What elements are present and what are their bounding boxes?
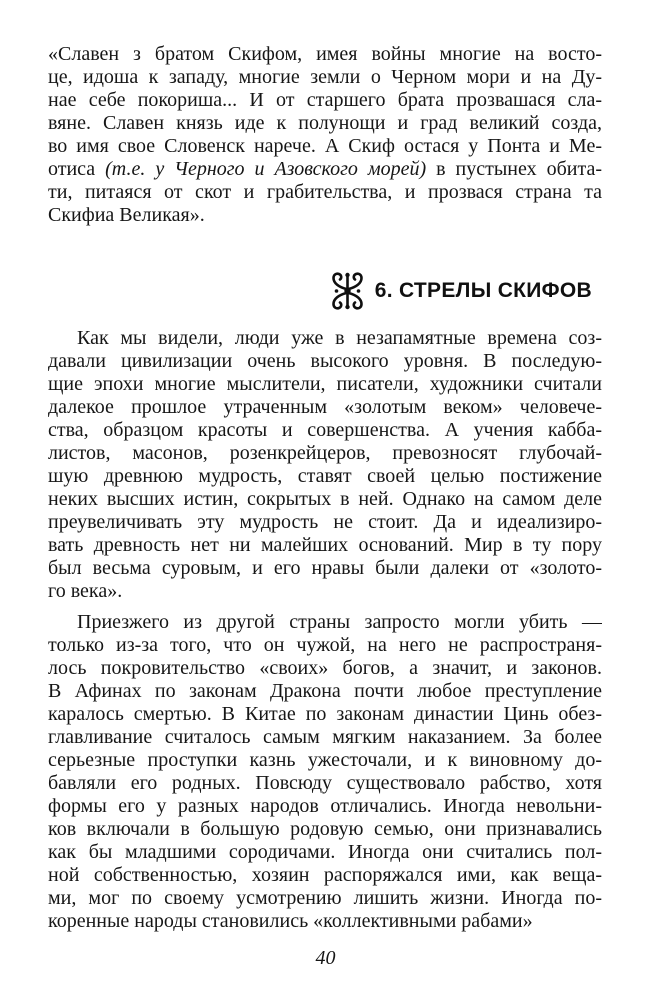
text-line: далекое прошлое утраченным «золотым веком» человече- [48,396,602,418]
text-line: вяне. Славен князь иде к полунощи и град великий созда, [48,112,602,134]
text-line: ства, образцом красоты и совершенства. А учения кабба- [48,419,602,441]
text-line: бавляли его родных. Повсюду существовало рабство, хотя [48,772,602,794]
text-line: це, идоша к западу, многие земли о Черном мори и на Ду- [48,66,602,88]
text-line: Как мы видели, люди уже в незапамятные времена соз- [77,327,602,349]
text-line: отиса (т.е. у Черного и Азовского морей) в пустынех обита- [48,158,602,180]
text-line: вать древность нет ни малейших оснований. Мир в ту пору [48,534,602,556]
text-line: ной собственностью, хозяин распоряжался ими, как веща- [48,864,602,886]
chapter-heading [48,271,602,311]
text-line: преувеличивать эту мудрость не стоит. Да и идеализиро- [48,511,602,533]
text-line: был весьма суровым, и его нравы были далеки от «золото- [48,557,602,579]
text-line: В Афинах по законам Дракона почти любое преступление [48,680,602,702]
text-line: лось покровительство «своих» богов, а значит, и законов. [48,657,602,679]
text-line: главливание считалось самым мягким наказанием. За более [48,726,602,748]
text-line: только из-за того, что он чужой, на него не распространя- [48,634,602,656]
text-line: коренные народы становились «коллективными рабами» [48,910,533,932]
text-line: формы его у разных народов отличались. Иногда невольни- [48,795,602,817]
chapter-heading-title: 6. СТРЕЛЫ СКИФОВ [374,279,592,302]
text-line: во имя свое Словенск нарече. А Скиф остася у Понта и Ме- [48,135,602,157]
text-block [48,43,602,933]
text-line: Скифиа Великая». [48,204,205,226]
body-paragraph [48,611,602,933]
fleuron-ornament-icon [329,271,366,311]
text-line: Приезжего из другой страны запросто могли убить — [77,611,602,633]
text-line: давали цивилизации очень высокого уровня. В последую- [48,350,602,372]
text-line: серьезные проступки казнь ужесточали, и к виновному до- [48,749,602,771]
text-line: щие эпохи многие мыслители, писатели, художники считали [48,373,602,395]
text-line: ков включали в большую родовую семью, они признавались [48,818,602,840]
text-line: ти, питаяся от скот и грабительства, и прозвася страна та [48,181,602,203]
text-line: нае себе покориша... И от старшего брата прозвашася сла- [48,89,602,111]
text-line: «Славен з братом Скифом, имея войны многие на восто- [48,43,602,65]
text-line: неких высших истин, сокрытых в ней. Однако на самом деле [48,488,602,510]
quote-paragraph [48,43,602,227]
text-line: го века». [48,580,123,602]
text-line: каралось смертью. В Китае по законам династии Цинь обез- [48,703,602,725]
body-paragraph [48,327,602,603]
text-line: как бы младшими сородичами. Иногда они считались пол- [48,841,602,863]
text-line: ми, мог по своему усмотрению лишить жизни. Иногда по- [48,887,602,909]
text-line: листов, масонов, розенкрейцеров, превозносят глубочай- [48,442,602,464]
text-line: шую древнюю мудрость, ставят своей целью постижение [48,465,602,487]
page-number: 40 [315,947,336,969]
